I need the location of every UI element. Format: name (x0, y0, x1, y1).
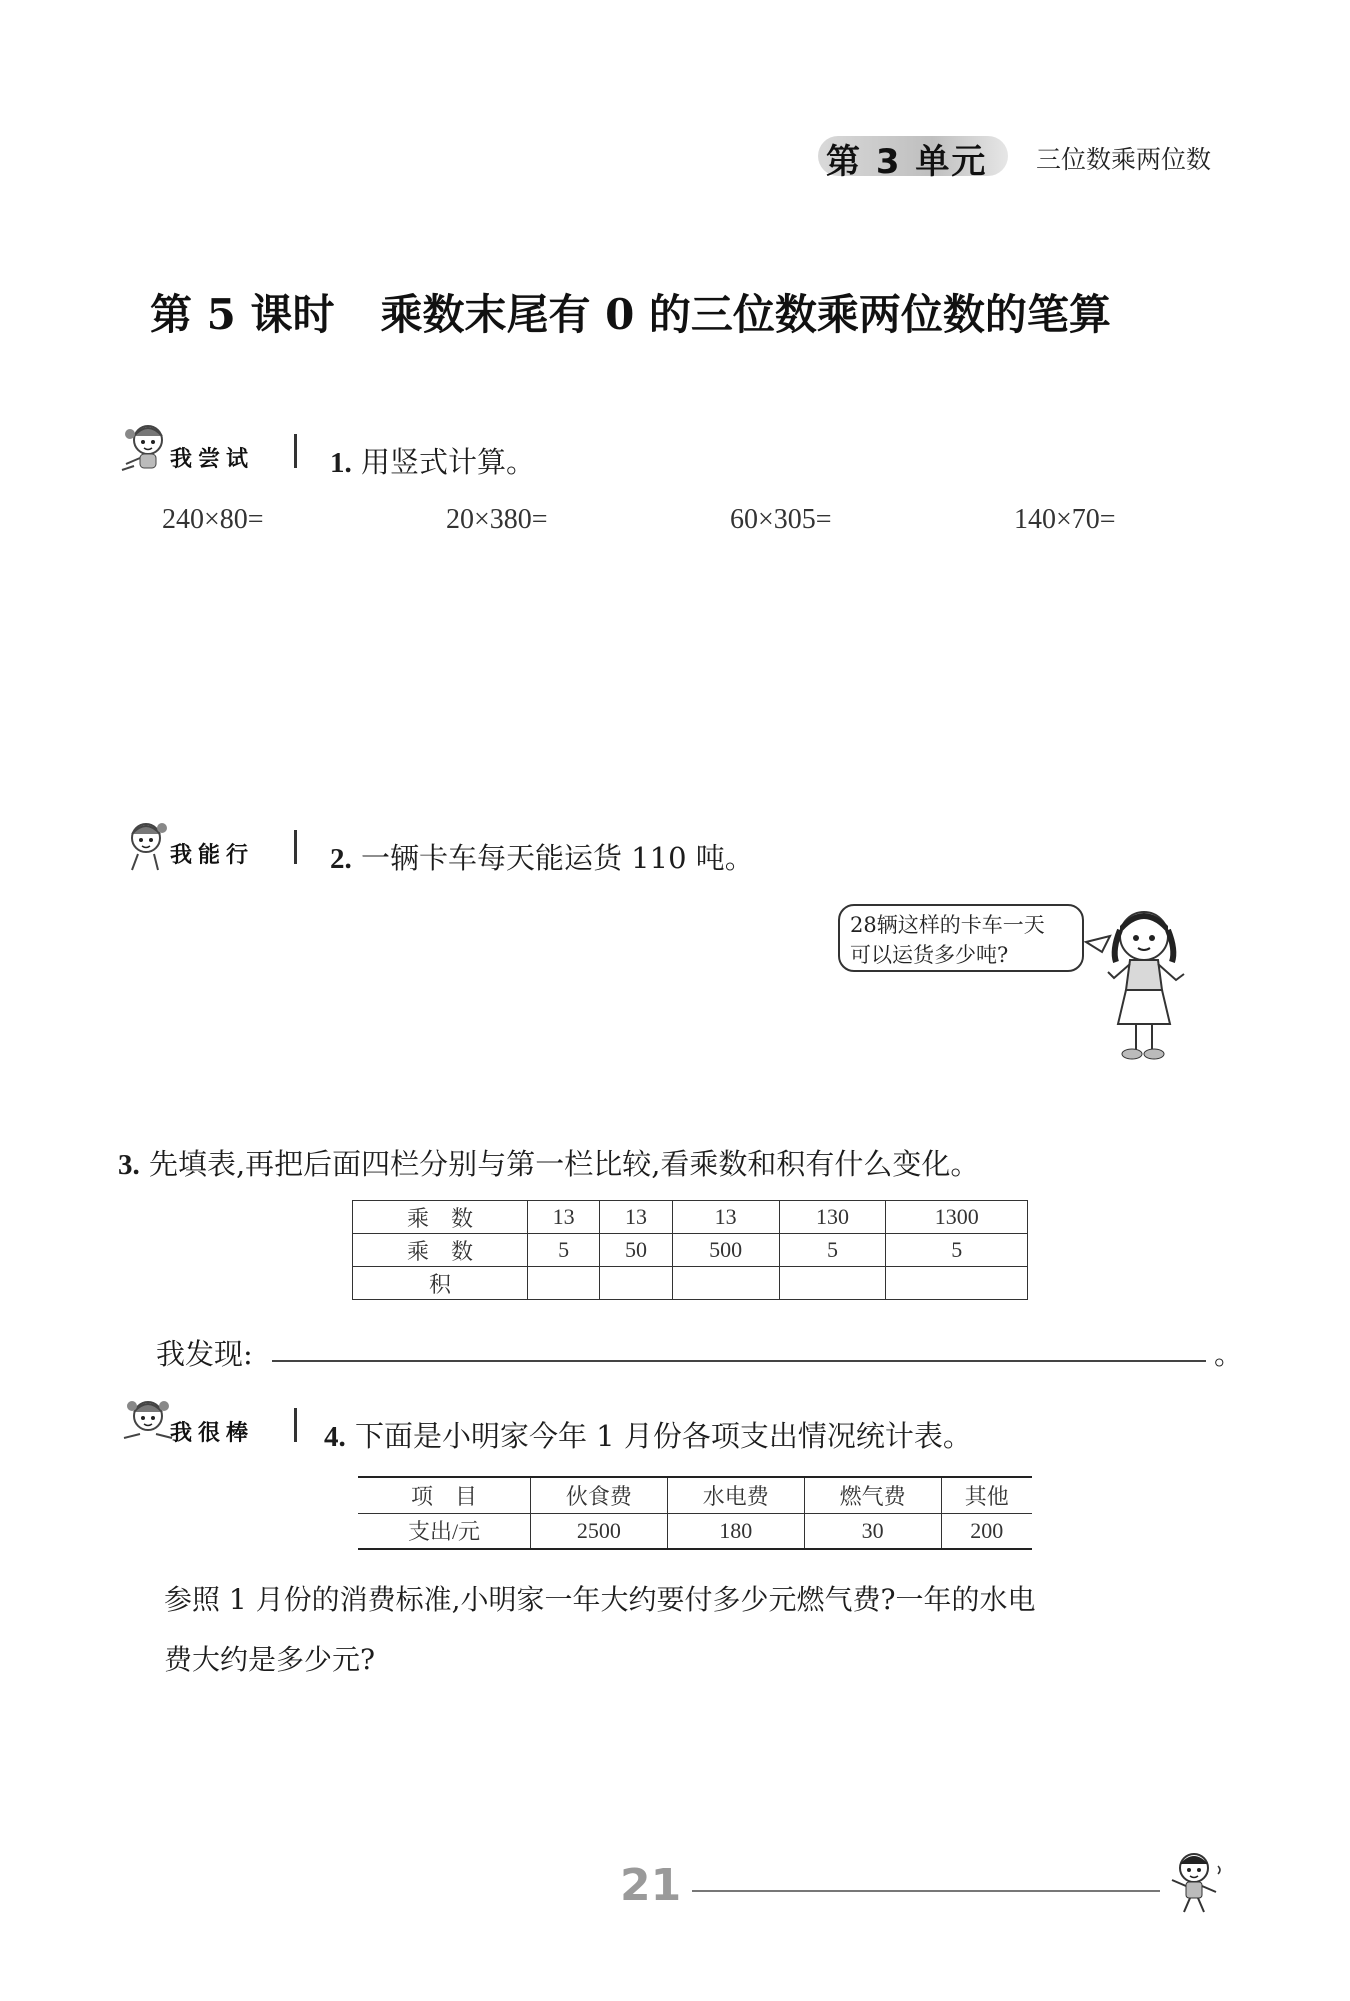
question-4-number: 4. (324, 1421, 346, 1453)
table-cell: 13 (672, 1201, 779, 1234)
column-header: 伙食费 (531, 1477, 668, 1513)
page-number: 21 (620, 1860, 682, 1911)
table-row (353, 1234, 1028, 1267)
table-cell: 13 (600, 1201, 672, 1234)
product-answer-cell[interactable] (600, 1267, 672, 1300)
expense-table (358, 1476, 1032, 1550)
table-cell: 500 (672, 1234, 779, 1267)
product-answer-cell[interactable] (528, 1267, 600, 1300)
badge-great-label: 我很棒 (170, 1421, 255, 1446)
badge-can-do (118, 816, 303, 876)
table-row (353, 1267, 1028, 1300)
question-3-text: 先填表,再把后面四栏分别与第一栏比较,看乘数和积有什么变化。 (148, 1147, 980, 1181)
table-cell: 5 (886, 1234, 1028, 1267)
multiplication-table (352, 1200, 1028, 1300)
question-4-paragraph-line: 费大约是多少元? (164, 1643, 376, 1676)
column-header: 水电费 (667, 1477, 804, 1513)
calculation-item: 60×305= (730, 504, 832, 535)
girl-mascot-icon (118, 420, 176, 480)
discovery-end: 。 (1214, 1337, 1244, 1371)
girl-mascot-icon (118, 816, 176, 876)
row-label: 项 目 (358, 1477, 531, 1513)
table-cell: 180 (667, 1513, 804, 1549)
table-cell: 30 (804, 1513, 941, 1549)
table-row (353, 1201, 1028, 1234)
footer-mascot-icon (1162, 1846, 1230, 1918)
row-label: 积 (353, 1267, 528, 1300)
row-label: 支出/元 (358, 1513, 531, 1549)
table-cell: 50 (600, 1234, 672, 1267)
product-answer-cell[interactable] (779, 1267, 886, 1300)
speech-bubble-line: 28辆这样的卡车一天 (850, 913, 1045, 937)
table-row (358, 1477, 1032, 1513)
lesson-number: 第 5 课时 (150, 290, 335, 339)
speech-bubble (838, 904, 1084, 972)
girl-illustration-icon (1080, 900, 1230, 1070)
speech-bubble-line: 可以运货多少吨? (850, 943, 1009, 967)
question-2-text: 一辆卡车每天能运货 110 吨。 (360, 841, 754, 875)
badge-great (118, 1394, 303, 1454)
question-1-number: 1. (330, 447, 352, 479)
table-cell: 130 (779, 1201, 886, 1234)
badge-try-label: 我尝试 (170, 447, 255, 472)
badge-divider (294, 830, 297, 864)
discovery-answer-line[interactable] (272, 1360, 1206, 1362)
table-row (358, 1513, 1032, 1549)
badge-divider (294, 1408, 297, 1442)
question-4 (324, 1414, 972, 1455)
question-2 (330, 836, 754, 877)
badge-can-do-label: 我能行 (170, 843, 255, 868)
question-2-number: 2. (330, 843, 352, 875)
question-4-text: 下面是小明家今年 1 月份各项支出情况统计表。 (354, 1419, 972, 1453)
question-1 (330, 440, 535, 481)
girl-mascot-icon (118, 1394, 176, 1454)
row-label: 乘 数 (353, 1234, 528, 1267)
column-header: 其他 (941, 1477, 1032, 1513)
calculation-item: 140×70= (1014, 504, 1116, 535)
unit-header (818, 132, 1228, 182)
table-cell: 2500 (531, 1513, 668, 1549)
table-cell: 5 (779, 1234, 886, 1267)
row-label: 乘 数 (353, 1201, 528, 1234)
lesson-name: 乘数末尾有 0 的三位数乘两位数的笔算 (380, 290, 1111, 339)
column-header: 燃气费 (804, 1477, 941, 1513)
question-3 (118, 1142, 979, 1183)
footer-divider (692, 1890, 1160, 1892)
badge-divider (294, 434, 297, 468)
unit-title: 第 3 单元 (826, 142, 988, 182)
discovery-label: 我发现: (156, 1337, 253, 1371)
table-cell: 1300 (886, 1201, 1028, 1234)
question-3-number: 3. (118, 1149, 140, 1181)
calculation-item: 240×80= (162, 504, 264, 535)
question-4-paragraph-line: 参照 1 月份的消费标准,小明家一年大约要付多少元燃气费?一年的水电 (164, 1583, 1036, 1616)
product-answer-cell[interactable] (672, 1267, 779, 1300)
unit-subtitle: 三位数乘两位数 (1036, 145, 1212, 174)
table-cell: 200 (941, 1513, 1032, 1549)
table-cell: 13 (528, 1201, 600, 1234)
product-answer-cell[interactable] (886, 1267, 1028, 1300)
lesson-title (150, 282, 1111, 342)
question-1-text: 用竖式计算。 (360, 445, 535, 479)
table-cell: 5 (528, 1234, 600, 1267)
badge-try (118, 420, 303, 480)
calculation-item: 20×380= (446, 504, 548, 535)
